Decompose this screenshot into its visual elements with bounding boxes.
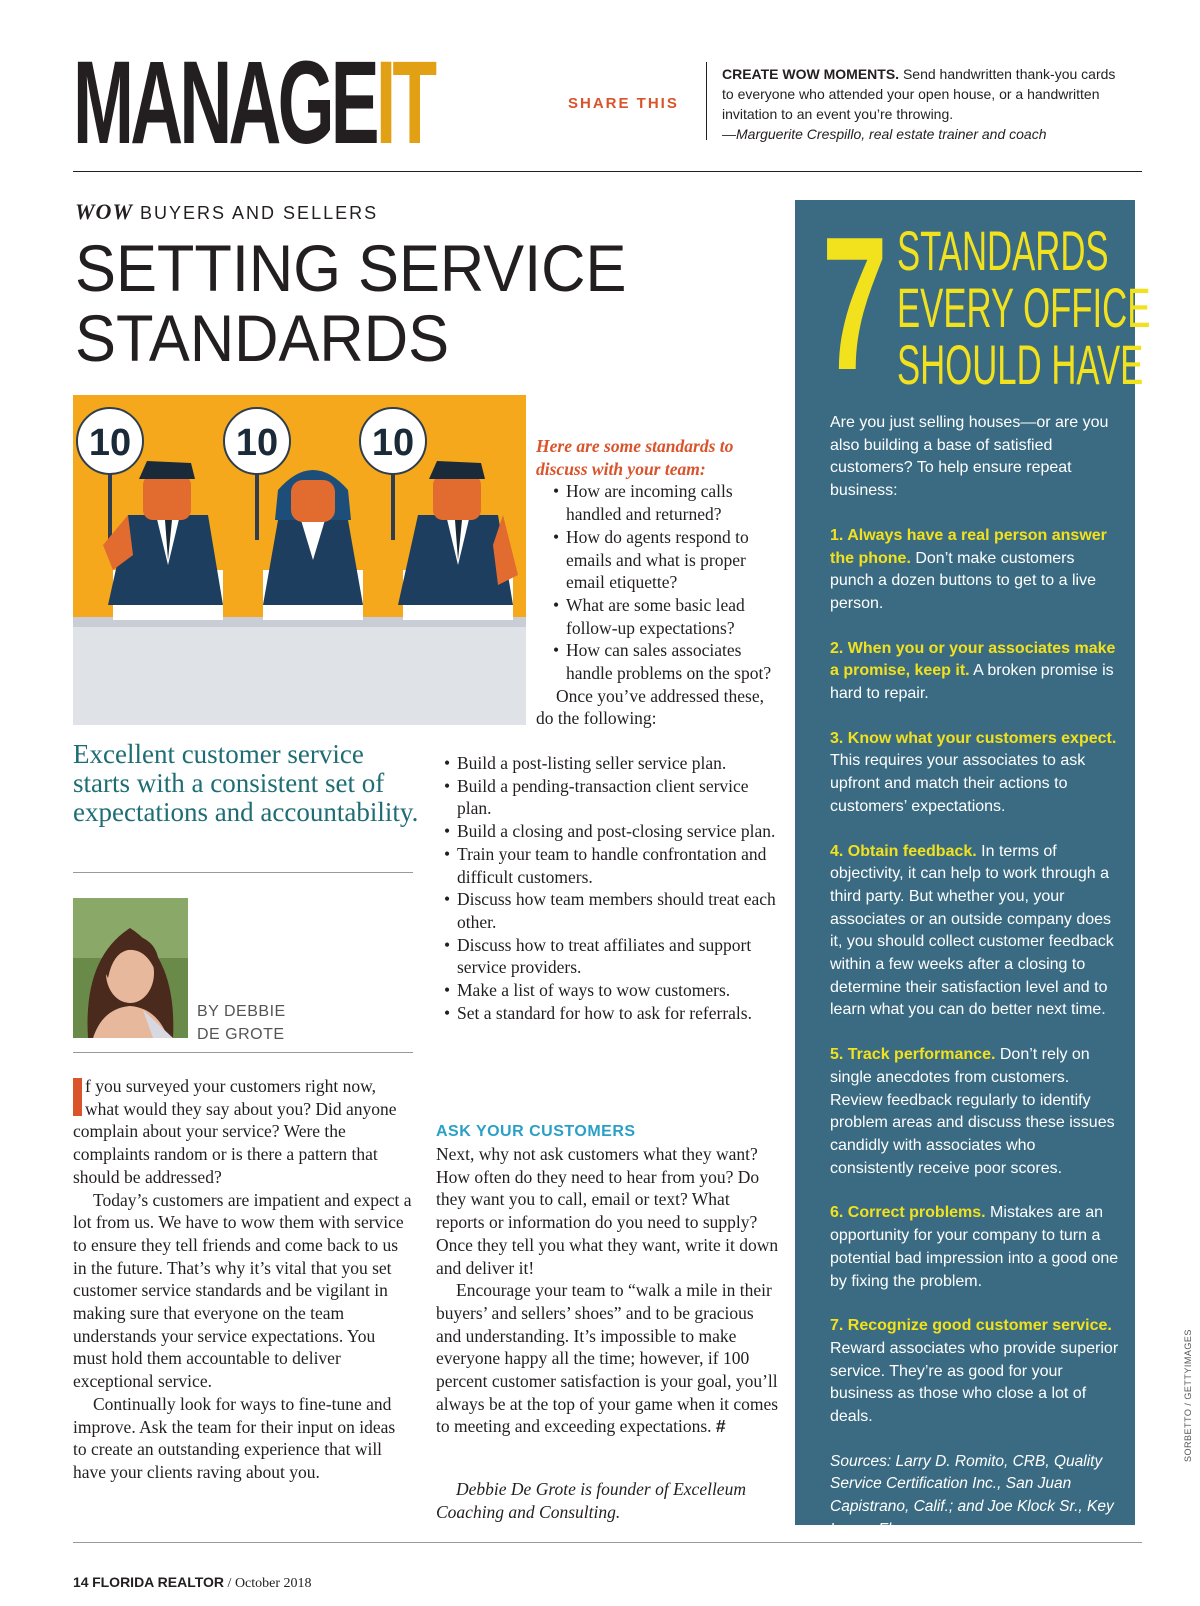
share-this-link[interactable]: SHARE THIS	[568, 95, 679, 112]
byline-line-1: BY DEBBIE	[197, 1003, 286, 1020]
article-kicker	[75, 199, 378, 225]
question-list	[536, 480, 776, 684]
body-paragraph: Next, why not ask customers what they want? How often do they need to hear from you? Do they want you to call, email or text? What reports or information do you need to supply? Once they tell you what they want, write it down and deliver it!	[436, 1144, 779, 1278]
page-folio	[73, 1574, 312, 1592]
sidebar-item	[830, 1315, 1120, 1429]
sidebar-heading	[897, 219, 1151, 396]
body-paragraph: Continually look for ways to fine-tune and improve. Ask the team for their input on ideas to create an outstanding experience that will have your clients raving about you.	[73, 1393, 396, 1482]
sidebar-item-lead: 5. Track performance.	[830, 1046, 996, 1064]
score-card-3	[360, 408, 426, 474]
body-paragraph: Today’s customers are impatient and expect a lot from us. We have to wow them with service to ensure they tell friends and come back to us in the future. That’s why it’s vital that you set customer service standards and be vigilant in making sure that everyone on the team understands your service expectations. You must hold them accountable to deliver exceptional service.	[73, 1189, 412, 1392]
page-number: 14	[73, 1574, 89, 1590]
list-item: • How can sales associates handle problems on the spot?	[536, 639, 776, 684]
body-column-2-bottom	[436, 1121, 781, 1438]
kicker-wow: WOW	[75, 199, 134, 224]
body-paragraph	[436, 1279, 781, 1438]
standards-lead: Here are some standards to discuss with your team:	[536, 436, 734, 479]
share-quote	[722, 64, 1122, 144]
list-item: • Build a closing and post-closing service plan.	[440, 820, 780, 843]
sidebar-item-lead: 2. When you or your associates make a promise, keep it.	[830, 639, 1116, 680]
body-column-2-top	[536, 435, 776, 730]
quote-text: Send handwritten thank-you cards to everyone who attended your open house, or a handwritten invitation to an event you’re throwing.	[722, 66, 1116, 122]
sidebar-item	[830, 841, 1120, 1023]
sidebar-heading-line-1: STANDARDS	[897, 219, 1109, 282]
sidebar-item-lead: 4. Obtain feedback.	[830, 842, 977, 860]
quote-lead: CREATE WOW MOMENTS.	[722, 66, 900, 82]
byline-rule	[73, 1052, 413, 1053]
title-line-2: STANDARDS	[75, 301, 450, 375]
body-column-2-actions	[440, 752, 780, 1024]
sidebar-item-text: Don’t make customers punch a dozen buttons to get to a live person.	[830, 549, 1096, 612]
publication-name: FLORIDA REALTOR	[92, 1574, 225, 1590]
list-item: • Set a standard for how to ask for referrals.	[440, 1002, 780, 1025]
list-item: • How do agents respond to emails and what is proper email etiquette?	[536, 526, 776, 594]
judges-illustration	[73, 395, 526, 725]
svg-text:10: 10	[88, 422, 132, 464]
pull-quote: Excellent customer service starts with a consistent set of expectations and accountability.	[73, 739, 419, 827]
bio-text: Debbie De Grote is founder of Excelleum Coaching and Consulting.	[436, 1479, 746, 1522]
body-column-1	[73, 1075, 413, 1484]
list-item: • Discuss how team members should treat each other.	[440, 888, 780, 933]
author-bio	[436, 1478, 781, 1523]
body-text: Encourage your team to “walk a mile in their buyers’ and sellers’ shoes” and to be gracious and understanding. It’s impossible to make everyone happy all the time; however, if 100 percent customer satisfaction is your goal, you’ll always be at the top of your game when it comes to meeting and exceeding expectations.	[436, 1280, 779, 1437]
byline	[197, 1000, 286, 1046]
masthead-main: MANAGE	[73, 37, 376, 169]
list-item: • Build a post-listing seller service plan.	[440, 752, 780, 775]
score-card-2	[224, 408, 290, 474]
list-item: • How are incoming calls handled and returned?	[536, 480, 776, 525]
pull-quote-rule	[73, 872, 413, 873]
svg-text:10: 10	[235, 422, 279, 464]
action-list	[440, 752, 780, 1024]
sidebar-item-text: Don’t rely on single anecdotes from customers. Review feedback regularly to identify problem areas and discuss these issues candidly with associates who consistently receive poor scores.	[830, 1046, 1115, 1177]
drop-cap-bar	[73, 1078, 82, 1116]
title-line-1: SETTING SERVICE	[75, 231, 627, 305]
byline-line-2: DE GROTE	[197, 1026, 285, 1043]
sidebar-item	[830, 525, 1120, 616]
ask-customers-heading: ASK YOUR CUSTOMERS	[436, 1123, 636, 1140]
article-title	[75, 233, 626, 373]
sidebar-intro: Are you just selling houses—or are you also building a base of satisfied customers? To help ensure repeat business:	[830, 414, 1109, 500]
body-text: f you surveyed your customers right now, what would they say about you? Did anyone complain about your service? Were the complaints random or is there a pattern that should be addressed?	[73, 1076, 397, 1187]
sidebar-item-text: A broken promise is hard to repair.	[830, 662, 1114, 703]
list-item: • What are some basic lead follow-up expectations?	[536, 594, 776, 639]
sidebar-item-text: Reward associates who provide superior service. They’re as good for your business as those who close a lot of deals.	[830, 1339, 1119, 1426]
kicker-rest: BUYERS AND SELLERS	[133, 203, 379, 223]
sidebar-item	[830, 1044, 1120, 1180]
masthead-accent: IT	[375, 37, 434, 169]
sidebar-heading-line-2: EVERY OFFICE	[897, 276, 1151, 339]
header-rule	[73, 171, 1142, 172]
sidebar-item-lead: 3. Know what your customers expect.	[830, 729, 1117, 747]
sidebar-item	[830, 638, 1120, 706]
sidebar-item	[830, 728, 1120, 819]
sidebar-item-text: In terms of objectivity, it can help to work through a third party. But whether you, your associates or an outside company does it, you should collect customer feedback within a few weeks after a closing to determine their satisfaction level and to learn what you can do better next time.	[830, 842, 1114, 1019]
sidebar-item-text: Mistakes are an opportunity for your company to turn a potential bad impression into a good one by fixing the problem.	[830, 1204, 1119, 1290]
quote-attribution: —Marguerite Crespillo, real estate trainer and coach	[722, 126, 1047, 142]
sidebar-item	[830, 1202, 1120, 1293]
sidebar-heading-line-3: SHOULD HAVE	[897, 333, 1144, 396]
score-card-1	[77, 408, 143, 474]
list-item: • Train your team to handle confrontation and difficult customers.	[440, 843, 780, 888]
sidebar-body	[830, 412, 1120, 1564]
body-paragraph	[73, 1075, 413, 1189]
footer-rule	[73, 1542, 1142, 1543]
sidebar-item-lead: 6. Correct problems.	[830, 1204, 986, 1222]
sidebar-item-lead: 7. Recognize good customer service.	[830, 1317, 1112, 1335]
svg-text:10: 10	[371, 422, 415, 464]
end-mark-icon: #	[715, 1416, 726, 1437]
issue-date: October 2018	[234, 1576, 312, 1591]
author-photo	[73, 898, 188, 1038]
sidebar-item-lead: 1. Always have a real person answer the phone.	[830, 526, 1107, 567]
transition-text: Once you’ve addressed these, do the following:	[536, 685, 764, 729]
sidebar-number: 7	[822, 198, 888, 410]
folio-separator: /	[224, 1576, 235, 1591]
masthead-logo	[73, 37, 434, 169]
sidebar-item-text: This requires your associates to ask upfront and match their actions to customers’ expectations.	[830, 752, 1086, 815]
photo-credit: SORBETTO / GETTYIMAGES	[1183, 1329, 1193, 1462]
header-divider	[706, 62, 707, 140]
list-item: • Make a list of ways to wow customers.	[440, 979, 780, 1002]
list-item: • Build a pending-transaction client service plan.	[440, 775, 780, 820]
list-item: • Discuss how to treat affiliates and support service providers.	[440, 934, 780, 979]
sidebar-sources: Sources: Larry D. Romito, CRB, Quality Service Certification Inc., San Juan Capistrano, Calif.; and Joe Klock Sr., Key Largo, Fla.	[830, 1452, 1114, 1538]
